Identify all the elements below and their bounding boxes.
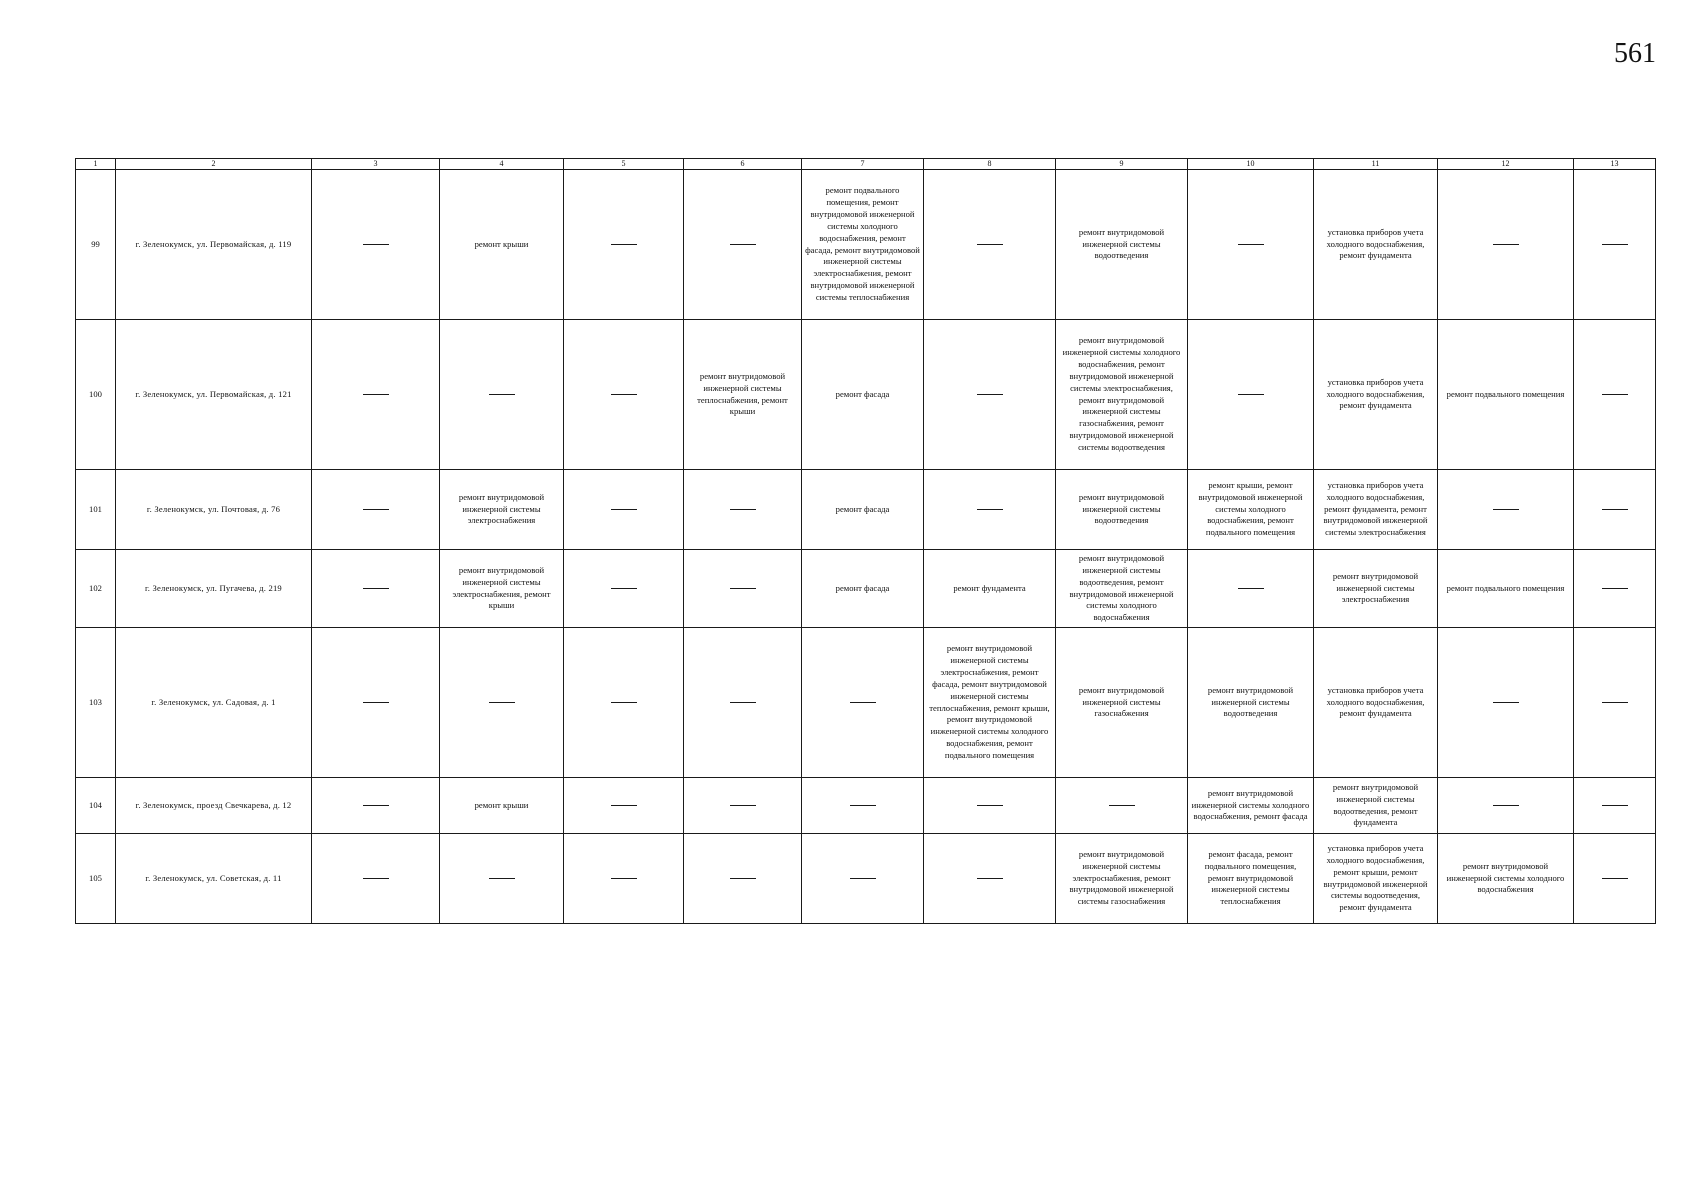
dash-mark: [850, 878, 876, 879]
dash-mark: [977, 878, 1003, 879]
work-type-text: ремонт крыши: [474, 799, 529, 810]
empty-cell-dash: [924, 320, 1056, 470]
dash-mark: [730, 588, 756, 589]
dash-mark: [730, 244, 756, 245]
work-type-text: установка приборов учета холодного водоснабжения, ремонт фундамента: [1326, 226, 1425, 261]
table-row: [76, 628, 1656, 778]
work-type-text: ремонт внутридомовой инженерной системы водоотведения, ремонт фундамента: [1332, 781, 1419, 828]
empty-cell-dash: [440, 834, 564, 924]
table-row: [76, 834, 1656, 924]
dash-mark: [489, 394, 515, 395]
work-type-cell: [1188, 834, 1314, 924]
empty-cell-dash: [1188, 320, 1314, 470]
empty-cell-dash: [1574, 628, 1656, 778]
repair-schedule-table: [75, 158, 1656, 924]
dash-mark: [1602, 509, 1628, 510]
empty-cell-dash: [684, 170, 802, 320]
address-cell: г. Зеленокумск, ул. Пугачева, д. 219: [116, 550, 312, 628]
work-type-text: ремонт фасада: [835, 582, 890, 593]
work-type-cell: [1056, 470, 1188, 550]
work-type-cell: [684, 320, 802, 470]
work-type-text: ремонт внутридомовой инженерной системы электроснабжения, ремонт внутридомовой инженерной системы газоснабжения: [1069, 848, 1174, 907]
dash-mark: [977, 805, 1003, 806]
work-type-cell: [802, 320, 924, 470]
column-header-1: 1: [76, 159, 116, 170]
work-type-cell: [440, 778, 564, 834]
empty-cell-dash: [1188, 170, 1314, 320]
empty-cell-dash: [312, 628, 440, 778]
work-type-text: ремонт внутридомовой инженерной системы газоснабжения: [1078, 684, 1165, 719]
row-number: 101: [76, 470, 116, 550]
dash-mark: [1602, 244, 1628, 245]
work-type-text: ремонт внутридомовой инженерной системы холодного водоснабжения, ремонт внутридомовой инженерной системы электроснабжения, ремонт внутридомовой инженерной системы газоснабжения, ремонт внутридомовой инженерной системы водоотведения: [1062, 335, 1181, 452]
empty-cell-dash: [1438, 170, 1574, 320]
empty-cell-dash: [802, 834, 924, 924]
table-row: [76, 550, 1656, 628]
column-header-9: 9: [1056, 159, 1188, 170]
work-type-cell: [1438, 550, 1574, 628]
column-header-8: 8: [924, 159, 1056, 170]
row-number: 99: [76, 170, 116, 320]
dash-mark: [611, 702, 637, 703]
dash-mark: [730, 509, 756, 510]
row-number: 105: [76, 834, 116, 924]
work-type-text: ремонт внутридомовой инженерной системы электроснабжения: [1332, 570, 1419, 605]
empty-cell-dash: [312, 320, 440, 470]
work-type-cell: [802, 550, 924, 628]
work-type-cell: [1314, 170, 1438, 320]
empty-cell-dash: [440, 628, 564, 778]
column-header-5: 5: [564, 159, 684, 170]
work-type-text: ремонт внутридомовой инженерной системы водоотведения: [1207, 684, 1294, 719]
column-header-6: 6: [684, 159, 802, 170]
empty-cell-dash: [1438, 470, 1574, 550]
work-type-text: ремонт внутридомовой инженерной системы водоотведения: [1078, 491, 1165, 526]
work-type-text: ремонт фасада: [835, 503, 890, 514]
dash-mark: [363, 805, 389, 806]
empty-cell-dash: [1438, 628, 1574, 778]
empty-cell-dash: [1574, 834, 1656, 924]
work-type-text: ремонт крыши, ремонт внутридомовой инженерной системы холодного водоснабжения, ремонт подвального помещения: [1198, 479, 1303, 538]
dash-mark: [363, 509, 389, 510]
work-type-text: ремонт фасада, ремонт подвального помещения, ремонт внутридомовой инженерной системы теплоснабжения: [1204, 848, 1297, 907]
empty-cell-dash: [1056, 778, 1188, 834]
row-number: 102: [76, 550, 116, 628]
work-type-text: ремонт внутридомовой инженерной системы электроснабжения, ремонт крыши: [452, 564, 551, 611]
dash-mark: [611, 805, 637, 806]
dash-mark: [1493, 805, 1519, 806]
dash-mark: [977, 509, 1003, 510]
work-type-cell: [1314, 550, 1438, 628]
dash-mark: [730, 702, 756, 703]
dash-mark: [977, 394, 1003, 395]
dash-mark: [1109, 805, 1135, 806]
row-number: 100: [76, 320, 116, 470]
empty-cell-dash: [564, 778, 684, 834]
empty-cell-dash: [564, 320, 684, 470]
empty-cell-dash: [564, 470, 684, 550]
work-type-cell: [924, 550, 1056, 628]
address-cell: г. Зеленокумск, ул. Первомайская, д. 121: [116, 320, 312, 470]
work-type-cell: [1056, 834, 1188, 924]
dash-mark: [363, 394, 389, 395]
empty-cell-dash: [1574, 470, 1656, 550]
address-cell: г. Зеленокумск, ул. Почтовая, д. 76: [116, 470, 312, 550]
work-type-text: ремонт внутридомовой инженерной системы холодного водоснабжения, ремонт фасада: [1191, 787, 1310, 822]
column-header-7: 7: [802, 159, 924, 170]
work-type-text: ремонт фасада: [835, 388, 890, 399]
work-type-cell: [1056, 320, 1188, 470]
work-type-text: установка приборов учета холодного водоснабжения, ремонт фундамента: [1326, 376, 1425, 411]
empty-cell-dash: [1574, 170, 1656, 320]
work-type-text: ремонт подвального помещения: [1446, 388, 1565, 399]
dash-mark: [1602, 702, 1628, 703]
work-type-text: установка приборов учета холодного водоснабжения, ремонт крыши, ремонт внутридомовой инженерной системы водоотведения, ремонт фундамента: [1323, 842, 1428, 913]
empty-cell-dash: [802, 778, 924, 834]
empty-cell-dash: [684, 628, 802, 778]
row-number: 103: [76, 628, 116, 778]
dash-mark: [1602, 588, 1628, 589]
empty-cell-dash: [924, 470, 1056, 550]
dash-mark: [1238, 588, 1264, 589]
table-row: [76, 470, 1656, 550]
work-type-text: ремонт крыши: [474, 238, 529, 249]
column-header-11: 11: [1314, 159, 1438, 170]
dash-mark: [363, 878, 389, 879]
dash-mark: [1493, 244, 1519, 245]
empty-cell-dash: [684, 550, 802, 628]
work-type-text: ремонт подвального помещения, ремонт внутридомовой инженерной системы холодного водоснабжения, ремонт фасада, ремонт внутридомовой инженерной системы электроснабжения, ремонт внутридомовой инженерной системы теплоснабжения: [805, 185, 920, 302]
empty-cell-dash: [564, 834, 684, 924]
work-type-text: ремонт подвального помещения: [1446, 582, 1565, 593]
work-type-cell: [1188, 628, 1314, 778]
dash-mark: [850, 805, 876, 806]
work-type-text: ремонт внутридомовой инженерной системы теплоснабжения, ремонт крыши: [697, 370, 788, 417]
empty-cell-dash: [684, 778, 802, 834]
address-cell: г. Зеленокумск, проезд Свечкарева, д. 12: [116, 778, 312, 834]
dash-mark: [850, 702, 876, 703]
column-header-3: 3: [312, 159, 440, 170]
work-type-text: ремонт внутридомовой инженерной системы водоотведения, ремонт внутридомовой инженерной системы холодного водоснабжения: [1069, 552, 1174, 623]
empty-cell-dash: [924, 834, 1056, 924]
empty-cell-dash: [312, 550, 440, 628]
work-type-cell: [440, 470, 564, 550]
dash-mark: [611, 509, 637, 510]
work-type-cell: [802, 470, 924, 550]
work-type-text: ремонт внутридомовой инженерной системы водоотведения: [1078, 226, 1165, 261]
empty-cell-dash: [684, 470, 802, 550]
column-header-13: 13: [1574, 159, 1656, 170]
column-header-2: 2: [116, 159, 312, 170]
empty-cell-dash: [924, 170, 1056, 320]
dash-mark: [363, 702, 389, 703]
work-type-cell: [1314, 778, 1438, 834]
dash-mark: [611, 878, 637, 879]
address-cell: г. Зеленокумск, ул. Садовая, д. 1: [116, 628, 312, 778]
work-type-cell: [1438, 320, 1574, 470]
table-row: [76, 778, 1656, 834]
dash-mark: [611, 588, 637, 589]
dash-mark: [363, 588, 389, 589]
work-type-text: ремонт внутридомовой инженерной системы электроснабжения: [458, 491, 545, 526]
table-row: [76, 170, 1656, 320]
dash-mark: [1602, 394, 1628, 395]
empty-cell-dash: [1574, 320, 1656, 470]
work-type-cell: [802, 170, 924, 320]
work-type-cell: [924, 628, 1056, 778]
work-type-cell: [1438, 834, 1574, 924]
dash-mark: [611, 244, 637, 245]
empty-cell-dash: [1574, 778, 1656, 834]
work-type-cell: [1314, 470, 1438, 550]
dash-mark: [1238, 244, 1264, 245]
column-header-4: 4: [440, 159, 564, 170]
work-type-cell: [1056, 550, 1188, 628]
work-type-cell: [1188, 470, 1314, 550]
header-row: [76, 159, 1656, 170]
empty-cell-dash: [802, 628, 924, 778]
empty-cell-dash: [564, 628, 684, 778]
page-number: 561: [1614, 38, 1656, 69]
dash-mark: [489, 702, 515, 703]
empty-cell-dash: [564, 550, 684, 628]
dash-mark: [611, 394, 637, 395]
dash-mark: [1238, 394, 1264, 395]
work-type-text: установка приборов учета холодного водоснабжения, ремонт фундамента: [1326, 684, 1425, 719]
work-type-cell: [1314, 628, 1438, 778]
work-type-cell: [1056, 170, 1188, 320]
address-cell: г. Зеленокумск, ул. Первомайская, д. 119: [116, 170, 312, 320]
work-type-cell: [440, 170, 564, 320]
empty-cell-dash: [312, 834, 440, 924]
work-type-text: ремонт внутридомовой инженерной системы холодного водоснабжения: [1446, 860, 1565, 895]
dash-mark: [1493, 509, 1519, 510]
column-header-12: 12: [1438, 159, 1574, 170]
work-type-cell: [1188, 778, 1314, 834]
dash-mark: [1602, 805, 1628, 806]
empty-cell-dash: [924, 778, 1056, 834]
work-type-text: ремонт внутридомовой инженерной системы электроснабжения, ремонт фасада, ремонт внутридомовой инженерной системы теплоснабжения, ремонт крыши, ремонт внутридомовой инженерной системы холодного водоснабжения, ремонт подвального помещения: [929, 643, 1050, 760]
dash-mark: [730, 878, 756, 879]
empty-cell-dash: [312, 778, 440, 834]
work-type-cell: [1056, 628, 1188, 778]
empty-cell-dash: [1438, 778, 1574, 834]
work-type-text: ремонт фундамента: [953, 582, 1026, 593]
empty-cell-dash: [312, 170, 440, 320]
dash-mark: [1493, 702, 1519, 703]
empty-cell-dash: [1188, 550, 1314, 628]
work-type-cell: [440, 550, 564, 628]
empty-cell-dash: [312, 470, 440, 550]
work-type-cell: [1314, 834, 1438, 924]
dash-mark: [977, 244, 1003, 245]
dash-mark: [730, 805, 756, 806]
row-number: 104: [76, 778, 116, 834]
table-body: [76, 170, 1656, 924]
dash-mark: [1602, 878, 1628, 879]
work-type-cell: [1314, 320, 1438, 470]
empty-cell-dash: [684, 834, 802, 924]
table-row: [76, 320, 1656, 470]
work-type-text: установка приборов учета холодного водоснабжения, ремонт фундамента, ремонт внутридомовой инженерной системы электроснабжения: [1323, 479, 1428, 538]
empty-cell-dash: [1574, 550, 1656, 628]
column-header-10: 10: [1188, 159, 1314, 170]
dash-mark: [363, 244, 389, 245]
address-cell: г. Зеленокумск, ул. Советская, д. 11: [116, 834, 312, 924]
empty-cell-dash: [440, 320, 564, 470]
dash-mark: [489, 878, 515, 879]
empty-cell-dash: [564, 170, 684, 320]
